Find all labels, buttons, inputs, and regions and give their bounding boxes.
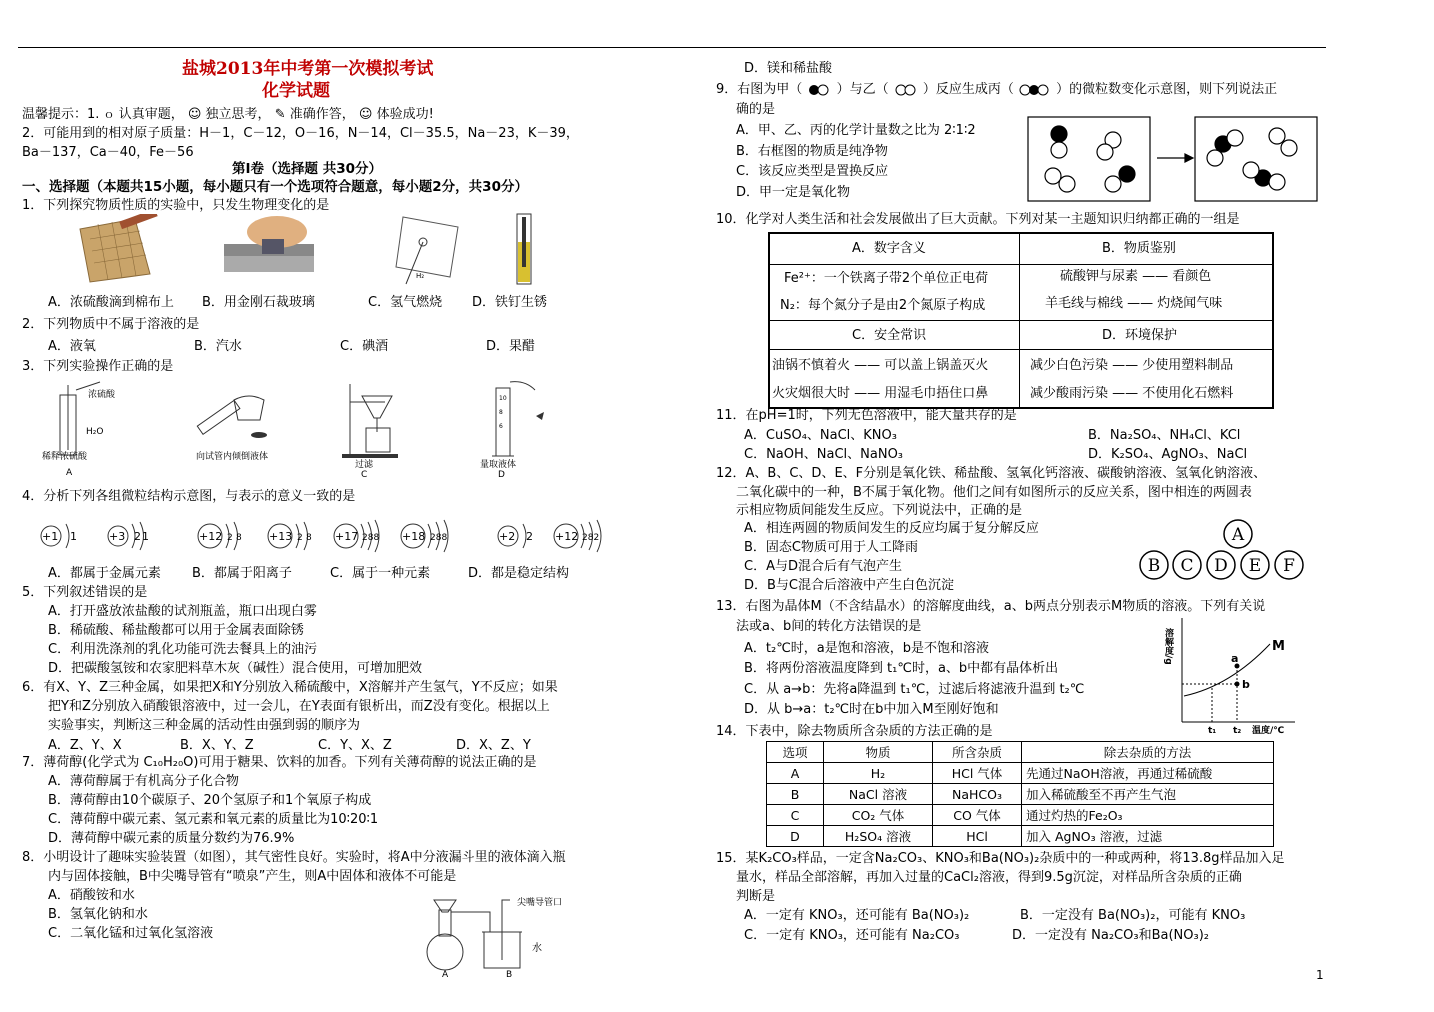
q5-option-a[interactable]: A．打开盛放浓盐酸的试剂瓶盖，瓶口出现白雾 <box>48 604 317 619</box>
q14-cell: 加入 AgNO₃ 溶液，过滤 <box>1022 826 1274 847</box>
q7-option-a[interactable]: A．薄荷醇属于有机高分子化合物 <box>48 774 239 789</box>
q7-option-b[interactable]: B．薄荷醇由10个碳原子、20个氢原子和1个氧原子构成 <box>48 793 372 808</box>
svg-text:1: 1 <box>70 530 77 543</box>
q14-cell: 加入稀硫酸至不再产生气泡 <box>1022 784 1274 805</box>
q12-stem-1: 12．A、B、C、D、E、F分别是氧化铁、稀盐酸、氢氧化钙溶液、碳酸钠溶液、氢氧化钠溶液、 <box>716 466 1267 481</box>
q4-option-a[interactable]: A．都属于金属元素 <box>48 566 161 581</box>
q14-stem: 14．下表中，除去物质所含杂质的方法正确的是 <box>716 724 993 739</box>
table-row[interactable] <box>767 784 1274 805</box>
q9-stem-b: ）与乙（ <box>836 82 889 97</box>
q13-t2: t₂ <box>1233 726 1242 736</box>
q14-cell: CO₂ 气体 <box>824 805 933 826</box>
q9-molecule-yi <box>893 84 919 96</box>
q2-stem: 2．下列物质中不属于溶液的是 <box>22 317 200 332</box>
q11-stem: 11．在pH=1时，下列无色溶液中，能大量共存的是 <box>716 408 1017 423</box>
q14-cell: B <box>767 784 824 805</box>
q14-cell: A <box>767 763 824 784</box>
mass-line-1: 2．可能用到的相对原子质量：H－1，C－12，O－16，N－14，Cl－35.5，Na－23，K－39， <box>22 126 579 141</box>
q3-label-filter: 过滤 <box>355 460 374 470</box>
q6-stem-3: 实验事实，判断这三种金属的活动性由强到弱的顺序为 <box>48 718 361 733</box>
smile-icon: ☺ <box>187 107 202 122</box>
q3-label-c: C <box>361 470 368 480</box>
q3-label-conc-acid: 浓硫酸 <box>88 390 116 400</box>
q1-cloth-figure <box>70 214 160 286</box>
q14-cell: D <box>767 826 824 847</box>
q5-option-b[interactable]: B．稀硫酸、稀盐酸都可以用于金属表面除锈 <box>48 623 304 638</box>
q3-figure-c <box>340 382 400 462</box>
q8-label-b: B <box>506 970 513 980</box>
svg-text:+18: +18 <box>402 530 426 543</box>
section-heading: 一、选择题（本题共15小题，每小题只有一个选项符合题意，每小题2分，共30分） <box>22 179 528 195</box>
q4-option-b[interactable]: B．都属于阳离子 <box>192 566 292 581</box>
q11-option-d[interactable]: D．K₂SO₄、AgNO₃、NaCl <box>1088 447 1248 462</box>
q15-option-c[interactable]: C．一定有 KNO₃，还可能有 Na₂CO₃ <box>744 928 960 943</box>
q8-stem-1: 8．小明设计了趣味实验装置（如图），其气密性良好。实验时，将A中分液漏斗里的液体滴入瓶 <box>22 850 566 865</box>
tip-c: 准确作答， <box>289 107 355 122</box>
q12-option-d[interactable]: D．B与C混合后溶液中产生白色沉淀 <box>744 578 955 593</box>
svg-text:6: 6 <box>499 423 503 430</box>
q1-stem: 1．下列探究物质性质的实验中，只发生物理变化的是 <box>22 198 330 213</box>
q6-option-c[interactable]: C．Y、X、Z <box>318 738 392 753</box>
q1-option-c[interactable]: C．氢气燃烧 <box>368 295 443 310</box>
q12-circle-f: F <box>1283 556 1295 576</box>
q8-option-b[interactable]: B．氢氧化钠和水 <box>48 907 148 922</box>
q15-option-a[interactable]: A．一定有 KNO₃，还可能有 Ba(NO₃)₂ <box>744 908 970 923</box>
q10-c1: 油锅不慎着火 —— 可以盖上锅盖灭火 <box>772 358 989 373</box>
q13-option-d[interactable]: D．从 b→a：t₂℃时在b中加入M至刚好饱和 <box>744 702 999 717</box>
q3-label-a: A <box>66 468 73 478</box>
q3-label-dilute: 稀释浓硫酸 <box>42 452 88 462</box>
q12-circles-figure <box>1136 518 1308 582</box>
q7-option-c[interactable]: C．薄荷醇中碳元素、氢元素和氧元素的质量比为10∶20∶1 <box>48 812 379 827</box>
q10-c2: 火灾烟很大时 —— 用湿毛巾捂住口鼻 <box>772 386 989 401</box>
q2-option-b[interactable]: B．汽水 <box>194 339 242 354</box>
q3-figure-d <box>490 380 550 462</box>
pen-icon: ✎ <box>274 107 286 122</box>
q14-cell: NaCl 溶液 <box>824 784 933 805</box>
q12-circle-d: D <box>1214 556 1228 576</box>
q14-cell: CO 气体 <box>933 805 1022 826</box>
table-row[interactable] <box>767 805 1274 826</box>
q2-option-a[interactable]: A．液氧 <box>48 339 96 354</box>
q4-option-d[interactable]: D．都是稳定结构 <box>468 566 570 581</box>
q8-label-a: A <box>442 970 449 980</box>
q13-option-a[interactable]: A．t₂℃时，a是饱和溶液，b是不饱和溶液 <box>744 641 990 656</box>
q8-stem-2: 内与固体接触，B中尖嘴导管有“喷泉”产生，则A中固体和液体不可能是 <box>48 869 457 884</box>
q1-option-d[interactable]: D．铁钉生锈 <box>472 295 548 310</box>
q9-stem-2: 确的是 <box>736 102 776 117</box>
q12-stem-2: 二氧化碳中的一种，B不属于氧化物。他们之间有如图所示的反应关系，图中相连的两圆表 <box>736 485 1252 500</box>
q9-reaction-figure <box>1027 116 1319 206</box>
q14-table <box>766 741 1274 847</box>
q7-stem: 7．薄荷醇(化学式为 C₁₀H₂₀O)可用于糖果、饮料的加香。下列有关薄荷醇的说法正确的是 <box>22 755 537 770</box>
ear-icon: ｏ <box>103 108 115 121</box>
q12-option-a[interactable]: A．相连两圆的物质间发生的反应均属于复分解反应 <box>744 521 1039 536</box>
svg-text:2: 2 <box>526 530 533 543</box>
q9-stem-c: ）反应生成丙（ <box>922 82 1014 97</box>
q9-molecule-jia <box>806 84 832 96</box>
svg-text:8: 8 <box>236 533 242 543</box>
q9-option-d[interactable]: D．甲一定是氧化物 <box>736 185 851 200</box>
q10-b1: 硫酸钾与尿素 —— 看颜色 <box>1060 269 1212 284</box>
q10-d2: 减少酸雨污染 —— 不使用化石燃料 <box>1030 386 1234 401</box>
q9-option-b[interactable]: B．右框图的物质是纯净物 <box>736 144 888 159</box>
q13-stem-2: 法或a、b间的转化方法错误的是 <box>736 619 922 634</box>
q14-cell: C <box>767 805 824 826</box>
q5-option-d[interactable]: D．把碳酸氢铵和农家肥料草木灰（碱性）混合使用，可增加肥效 <box>48 661 423 676</box>
q14-head-substance: 物质 <box>824 742 933 763</box>
q10-table <box>768 232 1274 409</box>
q11-option-a[interactable]: A．CuSO₄、NaCl、KNO₃ <box>744 428 897 443</box>
q12-option-b[interactable]: B．固态C物质可用于人工降雨 <box>744 540 918 555</box>
q14-head-impurity: 所含杂质 <box>933 742 1022 763</box>
q10-head-d: D．环境保护 <box>1102 328 1178 343</box>
svg-text:288: 288 <box>430 533 448 543</box>
q1-rust-figure <box>508 212 538 287</box>
svg-text:8: 8 <box>306 533 312 543</box>
svg-text:1: 1 <box>142 530 149 543</box>
part-heading: 第Ⅰ卷（选择题 共30分） <box>232 161 383 177</box>
q14-cell: H₂SO₄ 溶液 <box>824 826 933 847</box>
q6-option-a[interactable]: A．Z、Y、X <box>48 738 122 753</box>
q13-curve-m: M <box>1272 639 1285 654</box>
q10-head-a: A．数字含义 <box>852 241 926 256</box>
q12-option-c[interactable]: C．A与D混合后有气泡产生 <box>744 559 902 574</box>
svg-text:+12: +12 <box>555 530 579 543</box>
q14-cell: 先通过NaOH溶液，再通过稀硫酸 <box>1022 763 1274 784</box>
tip-d: 体验成功! <box>376 107 434 122</box>
q4-option-c[interactable]: C．属于一种元素 <box>330 566 431 581</box>
svg-text:+12: +12 <box>199 530 223 543</box>
svg-text:2: 2 <box>227 533 233 543</box>
header-rule <box>18 47 1326 48</box>
q13-point-a: a <box>1231 652 1239 665</box>
q14-head-method: 除去杂质的方法 <box>1022 742 1274 763</box>
q14-cell: H₂ <box>824 763 933 784</box>
q9-stem-d: ）的微粒数变化示意图，则下列说法正 <box>1056 82 1278 97</box>
q14-cell: HCl <box>933 826 1022 847</box>
q8-option-d[interactable]: D．镁和稀盐酸 <box>744 61 833 76</box>
q14-head-option: 选项 <box>767 742 824 763</box>
exam-title: 盐城2013年中考第一次模拟考试 <box>182 59 434 79</box>
q10-b2: 羊毛线与棉线 —— 灼烧闻气味 <box>1045 296 1223 311</box>
svg-text:2: 2 <box>134 530 141 543</box>
svg-text:10: 10 <box>499 395 507 402</box>
page-number: 1 <box>1316 968 1324 982</box>
q8-label-nozzle: 尖嘴导管口 <box>517 898 563 908</box>
q13-stem-1: 13．右图为晶体M（不含结晶水）的溶解度曲线，a、b两点分别表示M物质的溶液。下列有关说 <box>716 599 1266 614</box>
q5-stem: 5．下列叙述错误的是 <box>22 585 148 600</box>
q10-head-c: C．安全常识 <box>852 328 927 343</box>
q14-cell: NaHCO₃ <box>933 784 1022 805</box>
q12-circle-b: B <box>1147 556 1161 576</box>
q15-stem-1: 15．某K₂CO₃样品，一定含Na₂CO₃、KNO₃和Ba(NO₃)₂杂质中的一种或两种，将13.8g样品加入足 <box>716 851 1285 866</box>
q1-glass-figure <box>222 214 317 276</box>
q15-option-b[interactable]: B．一定没有 Ba(NO₃)₂，可能有 KNO₃ <box>1020 908 1246 923</box>
q14-cell: 通过灼热的Fe₂O₃ <box>1022 805 1274 826</box>
q4-atom-diagrams <box>38 516 638 556</box>
q11-option-c[interactable]: C．NaOH、NaCl、NaNO₃ <box>744 447 904 462</box>
svg-text:H₂: H₂ <box>416 272 425 280</box>
q12-stem-3: 示相应物质间能发生反应。下列说法中，正确的是 <box>736 503 1023 518</box>
q10-a2: N₂：每个氮分子是由2个氮原子构成 <box>780 298 986 313</box>
q3-stem: 3．下列实验操作正确的是 <box>22 359 174 374</box>
svg-text:+2: +2 <box>499 530 516 543</box>
q10-head-b: B．物质鉴别 <box>1102 241 1176 256</box>
table-row[interactable] <box>767 826 1274 847</box>
q6-option-b[interactable]: B．X、Y、Z <box>180 738 254 753</box>
q3-label-measure: 量取液体 <box>480 460 517 470</box>
tip-a: 认真审题， <box>118 107 184 122</box>
q6-option-d[interactable]: D．X、Z、Y <box>456 738 531 753</box>
q15-stem-3: 判断是 <box>736 889 776 904</box>
q15-option-d[interactable]: D．一定没有 Na₂CO₃和Ba(NO₃)₂ <box>1012 928 1209 943</box>
smile-icon-2: ☺ <box>358 107 373 122</box>
q3-figure-b <box>194 390 274 440</box>
q3-label-water: H₂O <box>86 427 104 437</box>
q10-d1: 减少白色污染 —— 少使用塑料制品 <box>1030 358 1234 373</box>
q13-ylabel: 溶解度/g <box>1163 628 1173 665</box>
tip-b: 独立思考， <box>205 107 271 122</box>
q6-stem-2: 把Y和Z分别放入硝酸银溶液中，过一会儿，在Y表面有银析出，而Z没有变化。根据以上 <box>48 699 550 714</box>
tip-line <box>22 106 434 124</box>
q2-option-c[interactable]: C．碘酒 <box>340 339 389 354</box>
svg-text:+3: +3 <box>109 530 126 543</box>
svg-text:2: 2 <box>297 533 303 543</box>
q1-option-a[interactable]: A．浓硫酸滴到棉布上 <box>48 295 174 310</box>
q8-option-c[interactable]: C．二氧化锰和过氧化氢溶液 <box>48 926 214 941</box>
q9-stem-1 <box>716 81 1277 99</box>
q4-stem: 4．分析下列各组微粒结构示意图，与表示的意义一致的是 <box>22 489 356 504</box>
q5-option-c[interactable]: C．利用洗涤剂的乳化功能可洗去餐具上的油污 <box>48 642 318 657</box>
q3-label-d: D <box>498 470 505 480</box>
svg-text:282: 282 <box>582 533 600 543</box>
q10-stem: 10．化学对人类生活和社会发展做出了巨大贡献。下列对某一主题知识归纳都正确的一组是 <box>716 212 1240 227</box>
q13-solubility-graph <box>1160 616 1300 736</box>
svg-text:288: 288 <box>362 533 380 543</box>
exam-subtitle: 化学试题 <box>262 81 330 101</box>
q12-circle-a: A <box>1231 525 1245 545</box>
q13-point-b: b <box>1242 678 1250 691</box>
mass-line-2: Ba－137，Ca－40，Fe－56 <box>22 145 194 160</box>
q6-stem-1: 6．有X、Y、Z三种金属，如果把X和Y分别放入稀硫酸中，X溶解并产生氢气，Y不反应；如果 <box>22 680 558 695</box>
svg-text:8: 8 <box>499 409 503 416</box>
q9-option-a[interactable]: A．甲、乙、丙的化学计量数之比为 2∶1∶2 <box>736 123 976 138</box>
q13-option-c[interactable]: C．从 a→b：先将a降温到 t₁℃，过滤后将滤液升温到 t₂℃ <box>744 682 1085 697</box>
q8-apparatus-figure <box>420 890 530 980</box>
q12-circle-e: E <box>1248 556 1262 576</box>
svg-text:+1: +1 <box>42 530 59 543</box>
q13-t1: t₁ <box>1208 726 1217 736</box>
q14-cell: HCl 气体 <box>933 763 1022 784</box>
q12-circle-c: C <box>1180 556 1194 576</box>
q8-label-water: 水 <box>532 943 542 954</box>
q13-option-b[interactable]: B．将两份溶液温度降到 t₁℃时，a、b中都有晶体析出 <box>744 661 1059 676</box>
q15-stem-2: 量水，样品全部溶解，再加入过量的CaCl₂溶液，得到9.5g沉淀，对样品所含杂质的正确 <box>736 870 1242 885</box>
q1-hydrogen-figure <box>378 212 468 287</box>
q10-a1: Fe²⁺：一个铁离子带2个单位正电荷 <box>784 271 989 286</box>
q7-option-d[interactable]: D．薄荷醇中碳元素的质量分数约为76.9% <box>48 831 295 846</box>
q3-label-pour: 向试管内倾倒液体 <box>196 452 269 462</box>
tip-prefix: 温馨提示：1. <box>22 107 100 122</box>
q1-option-b[interactable]: B．用金刚石裁玻璃 <box>202 295 315 310</box>
q13-xlabel: 温度/℃ <box>1252 726 1285 736</box>
q9-stem-a: 9．右图为甲（ <box>716 82 803 97</box>
q2-option-d[interactable]: D．果醋 <box>486 339 536 354</box>
q11-option-b[interactable]: B．Na₂SO₄、NH₄Cl、KCl <box>1088 428 1241 443</box>
svg-text:+17: +17 <box>335 530 359 543</box>
q8-option-a[interactable]: A．硝酸铵和水 <box>48 888 135 903</box>
table-row[interactable] <box>767 763 1274 784</box>
svg-text:+13: +13 <box>269 530 293 543</box>
q9-option-c[interactable]: C．该反应类型是置换反应 <box>736 164 889 179</box>
q9-molecule-bing <box>1018 84 1052 96</box>
table-header-row <box>767 742 1274 763</box>
